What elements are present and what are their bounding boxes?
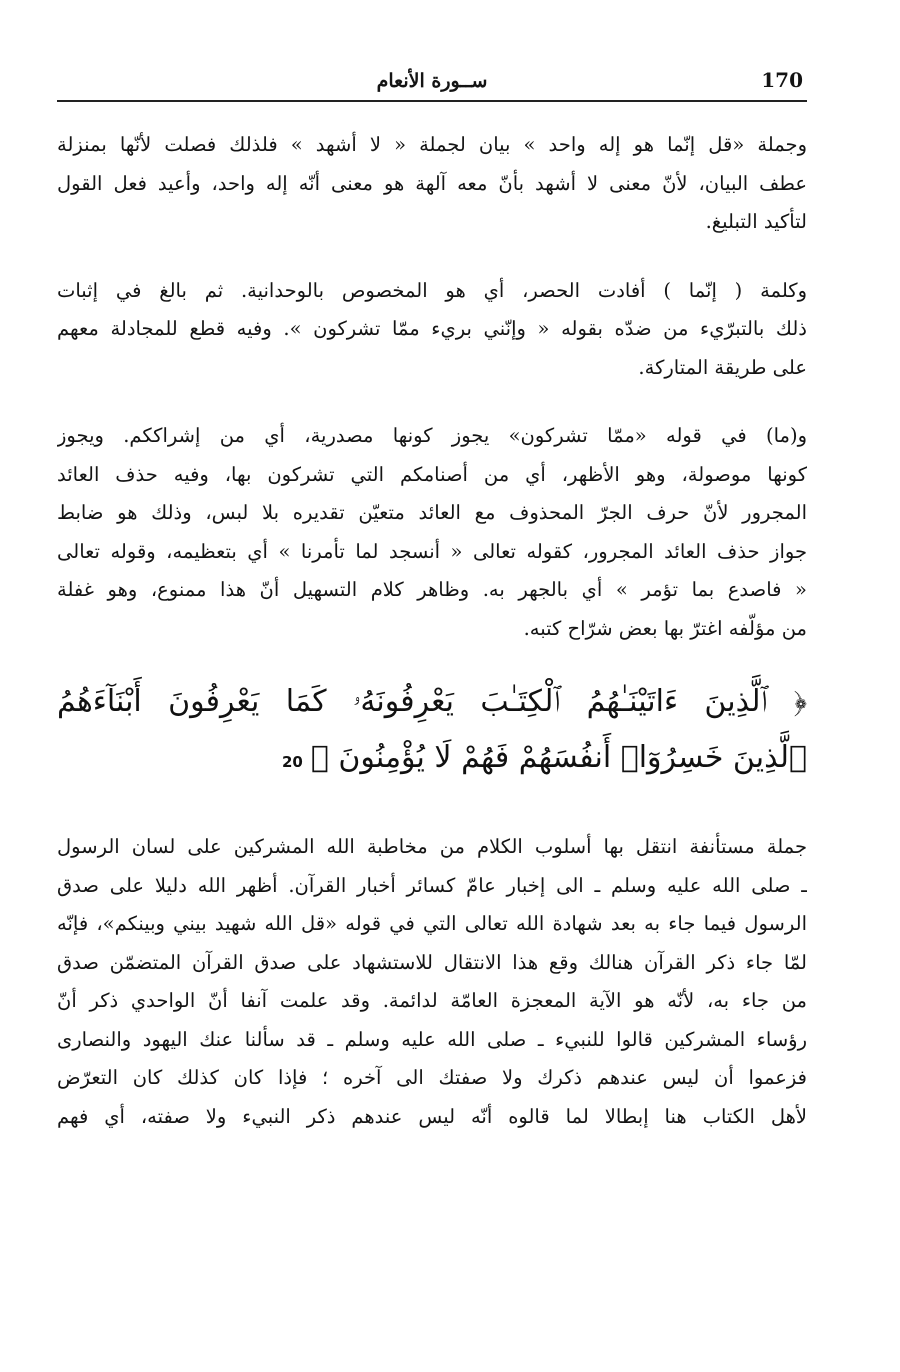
text-line: من جاء به، لأنّه هو الآية المعجزة العامّة لدائمة. وقد علمت آنفا أنّ الواحدي ذكر أنّ — [57, 989, 807, 1012]
text-line: وجملة «قل إنّما هو إله واحد » بيان لجملة « لا أشهد » فلذلك فصلت لأنّها بمنزلة — [57, 133, 807, 156]
text-line: فزعموا أن ليس عندهم ذكرك ولا صفتك الى آخره ؛ فإذا كان كذلك كان التعرّض — [57, 1066, 807, 1089]
verse-line — [57, 730, 807, 790]
text-line: على طريقة المتاركة. — [638, 355, 807, 379]
verse-line: ﴿ ٱلَّذِينَ ءَاتَيْنَـٰهُمُ ٱلْكِتَـٰبَ يَعْرِفُونَهُۥ كَمَا يَعْرِفُونَ أَبْنَآءَهُمُ — [57, 684, 807, 719]
text-line: « فاصدع بما تؤمر » أي بالجهر به. وظاهر كلام التسهيل أنّ هذا ممنوع، وهو غفلة — [57, 578, 807, 601]
text-line: لمّا جاء ذكر القرآن هنالك وقع هذا الانتقال للاستشهاد على صدق القرآن المتضمّن صدق — [57, 950, 807, 974]
page-body — [57, 126, 807, 1166]
text-line: كونها موصولة، وهو الأظهر، أي من أصنامكم التي تشركون بها، وفيه حذف العائد — [57, 462, 807, 486]
text-line: عطف البيان، لأنّ معنى لا أشهد بأنّ معه آلهة هو معنى أنّه إله واحد، وأعيد فعل القول — [57, 171, 807, 195]
text-line: و(ما) في قوله «ممّا تشركون» يجوز كونها مصدرية، أي من إشراككم. ويجوز — [57, 424, 807, 447]
text-line: الرسول فيما جاء به بعد شهادة الله تعالى التي في قوله «قل الله شهيد بيني وبينكم»، فإنّه — [57, 912, 807, 935]
text-line: وكلمة ( إنّما ) أفادت الحصر، أي هو المخصوص بالوحدانية. ثم بالغ في إثبات — [57, 278, 807, 302]
page-number: 170 — [761, 68, 803, 92]
surah-title: ســورة الأنعام — [376, 70, 488, 92]
verse-text: ٱلَّذِينَ خَسِرُوٓا۟ أَنفُسَهُمْ فَهُمْ لَا يُؤْمِنُونَ ﴾ — [310, 740, 807, 775]
text-line: رؤساء المشركين قالوا للنبيء ـ صلى الله عليه وسلم ـ قد سألنا عنك اليهود والنصارى — [57, 1027, 807, 1051]
header-rule — [57, 100, 807, 102]
page-header — [57, 62, 807, 102]
verse-number: 20 — [281, 753, 303, 771]
quran-verse — [57, 674, 807, 790]
paragraph-4 — [57, 828, 807, 1136]
paragraph-2 — [57, 272, 807, 388]
text-line: لتأكيد التبليغ. — [705, 210, 807, 233]
text-line: ـ صلى الله عليه وسلم ـ الى إخبار عامّ كسائر أخبار القرآن. أظهر الله دليلا على صدق — [57, 873, 807, 897]
text-line: لأهل الكتاب هنا إبطالا لما قالوه أنّه ليس عندهم ذكر النبيء ولا صفته، أي فهم — [57, 1104, 807, 1128]
paragraph-1 — [57, 126, 807, 242]
paragraph-3 — [57, 417, 807, 648]
text-line: جملة مستأنفة انتقل بها أسلوب الكلام من مخاطبة الله المشركين على لسان الرسول — [57, 835, 807, 858]
text-line: المجرور لأنّ حرف الجرّ المحذوف مع العائد متعيّن تقديره بلا لبس، وذلك هو ضابط — [57, 501, 807, 524]
text-line: ذلك بالتبرّيء من ضدّه بقوله « وإنّني بريء ممّا تشركون ». وفيه قطع للمجادلة معهم — [57, 317, 807, 340]
text-line: من مؤلّفه اغترّ بها بعض شرّاح كتبه. — [523, 616, 807, 640]
text-line: جواز حذف العائد المجرور، كقوله تعالى « أنسجد لما تأمرنا » أي بتعظيمه، وقوله تعالى — [57, 539, 807, 563]
